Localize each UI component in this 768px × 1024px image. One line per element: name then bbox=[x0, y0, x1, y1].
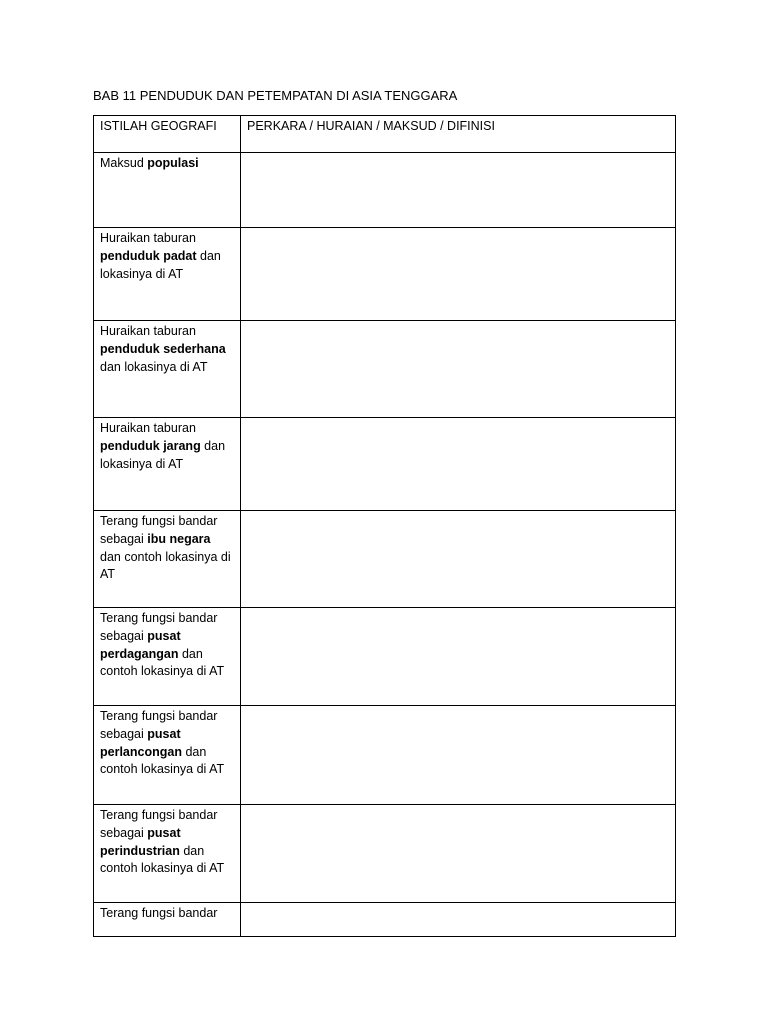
term-keyword: penduduk padat bbox=[100, 248, 197, 263]
answer-cell[interactable] bbox=[241, 805, 676, 903]
term-cell bbox=[94, 321, 241, 418]
term-text: Terang fungsi bandar sebagai bbox=[100, 709, 218, 741]
table-header-row bbox=[94, 116, 676, 153]
term-text: Terang fungsi bandar sebagai bbox=[100, 514, 218, 546]
term-text: dan contoh lokasinya di AT bbox=[100, 744, 225, 777]
term-text: dan contoh lokasinya di AT bbox=[100, 549, 231, 582]
table-row bbox=[94, 228, 676, 321]
term-keyword: ibu negara bbox=[147, 531, 211, 546]
term-keyword: penduduk jarang bbox=[100, 438, 201, 453]
table-row bbox=[94, 903, 676, 937]
answer-cell[interactable] bbox=[241, 321, 676, 418]
term-keyword: pusat perindustrian bbox=[100, 825, 181, 858]
term-text: dan lokasinya di AT bbox=[100, 359, 208, 374]
term-text: Huraikan taburan bbox=[100, 231, 196, 245]
term-text: dan contoh lokasinya di AT bbox=[100, 843, 225, 876]
table-row bbox=[94, 706, 676, 805]
table-row bbox=[94, 321, 676, 418]
term-keyword: penduduk sederhana bbox=[100, 341, 226, 356]
header-istilah-geografi: ISTILAH GEOGRAFI bbox=[94, 116, 241, 153]
answer-cell[interactable] bbox=[241, 608, 676, 706]
term-cell bbox=[94, 805, 241, 903]
answer-cell[interactable] bbox=[241, 153, 676, 228]
term-text: Maksud bbox=[100, 156, 148, 170]
term-cell bbox=[94, 511, 241, 608]
table-row bbox=[94, 511, 676, 608]
header-perkara-huraian: PERKARA / HURAIAN / MAKSUD / DIFINISI bbox=[241, 116, 676, 153]
term-text: dan contoh lokasinya di AT bbox=[100, 646, 225, 679]
term-cell bbox=[94, 418, 241, 511]
document-title: BAB 11 PENDUDUK DAN PETEMPATAN DI ASIA TENGGARA bbox=[93, 88, 458, 103]
term-keyword: pusat perlancongan bbox=[100, 726, 182, 759]
term-text: Huraikan taburan bbox=[100, 324, 196, 338]
term-keyword: pusat perdagangan bbox=[100, 628, 181, 661]
term-text: Terang fungsi bandar sebagai bbox=[100, 808, 218, 840]
table-row bbox=[94, 418, 676, 511]
term-cell bbox=[94, 153, 241, 228]
term-text: Terang fungsi bandar bbox=[100, 906, 218, 920]
term-cell bbox=[94, 903, 241, 937]
table-row bbox=[94, 805, 676, 903]
term-cell bbox=[94, 228, 241, 321]
answer-cell[interactable] bbox=[241, 228, 676, 321]
worksheet-table bbox=[93, 115, 676, 937]
term-text: dan lokasinya di AT bbox=[100, 248, 221, 281]
answer-cell[interactable] bbox=[241, 511, 676, 608]
term-cell bbox=[94, 608, 241, 706]
answer-cell[interactable] bbox=[241, 706, 676, 805]
table-row bbox=[94, 153, 676, 228]
term-text: Huraikan taburan bbox=[100, 421, 196, 435]
answer-cell[interactable] bbox=[241, 903, 676, 937]
table-row bbox=[94, 608, 676, 706]
term-text: dan lokasinya di AT bbox=[100, 438, 226, 471]
term-text: Terang fungsi bandar sebagai bbox=[100, 611, 218, 643]
answer-cell[interactable] bbox=[241, 418, 676, 511]
term-cell bbox=[94, 706, 241, 805]
term-keyword: populasi bbox=[147, 156, 199, 170]
